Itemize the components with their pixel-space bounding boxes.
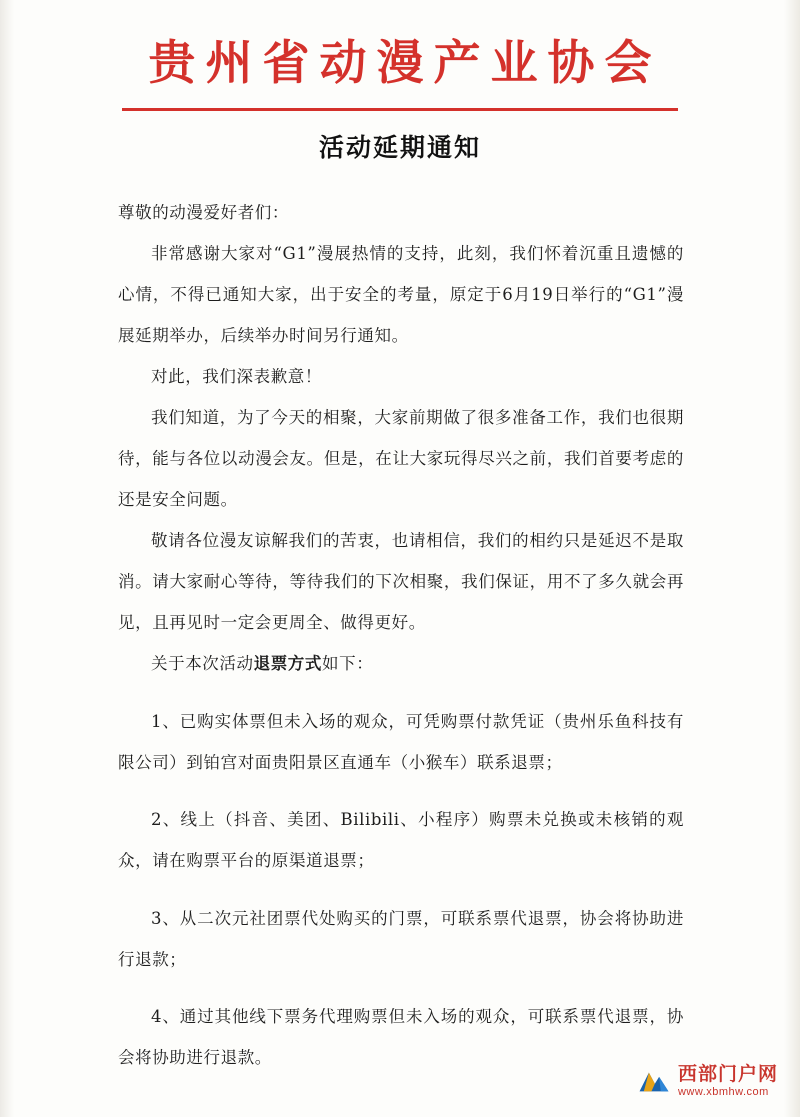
watermark	[637, 1065, 778, 1099]
site-name: 西部门户网	[677, 1063, 778, 1086]
list-item: 3、从二次元社团票代处购买的门票，可联系票代退票，协会将协助进行退款；	[118, 908, 684, 969]
letterhead	[0, 38, 800, 111]
watermark-text	[678, 1065, 778, 1098]
letterhead-divider	[122, 108, 678, 111]
list-item: 2、线上（抖音、美团、Bilibili、小程序）购票未兑换或未核销的观众，请在购票平台的原渠道退票；	[118, 810, 684, 870]
paragraph: 我们知道，为了今天的相聚，大家前期做了很多准备工作，我们也很期待，能与各位以动漫会友。但是，在让大家玩得尽兴之前，我们首要考虑的还是安全问题。	[118, 408, 684, 509]
organization-name: 贵州省动漫产业协会	[148, 36, 662, 91]
refund-lead-suffix: 如下：	[322, 654, 374, 673]
paragraph: 对此，我们深表歉意！	[151, 367, 322, 386]
list-item: 4、通过其他线下票务代理购票但未入场的观众，可联系票代退票，协会将协助进行退款。	[118, 1007, 684, 1067]
page-title: 活动延期通知	[318, 133, 481, 162]
document-body	[118, 192, 684, 1095]
paragraph: 敬请各位漫友谅解我们的苦衷，也请相信，我们的相约只是延迟不是取消。请大家耐心等待，等待我们的下次相聚，我们保证，用不了多久就会再见，且再见时一定会更周全、做得更好。	[118, 531, 684, 632]
site-url: www.xbmhw.com	[677, 1086, 769, 1099]
refund-lead-emphasis: 退票方式	[253, 654, 323, 673]
salutation: 尊敬的动漫爱好者们：	[118, 203, 289, 222]
mountain-logo-icon	[637, 1065, 671, 1099]
list-item: 1、已购实体票但未入场的观众，可凭购票付款凭证（贵州乐鱼科技有限公司）到铂宫对面贵阳景区直通车（小猴车）联系退票；	[118, 711, 684, 772]
paragraph: 非常感谢大家对“G1”漫展热情的支持，此刻，我们怀着沉重且遗憾的心情，不得已通知大家，出于安全的考量，原定于6月19日举行的“G1”漫展延期举办，后续举办时间另行通知。	[118, 244, 684, 345]
refund-lead-prefix: 关于本次活动	[151, 654, 254, 673]
refund-lead	[118, 643, 684, 684]
